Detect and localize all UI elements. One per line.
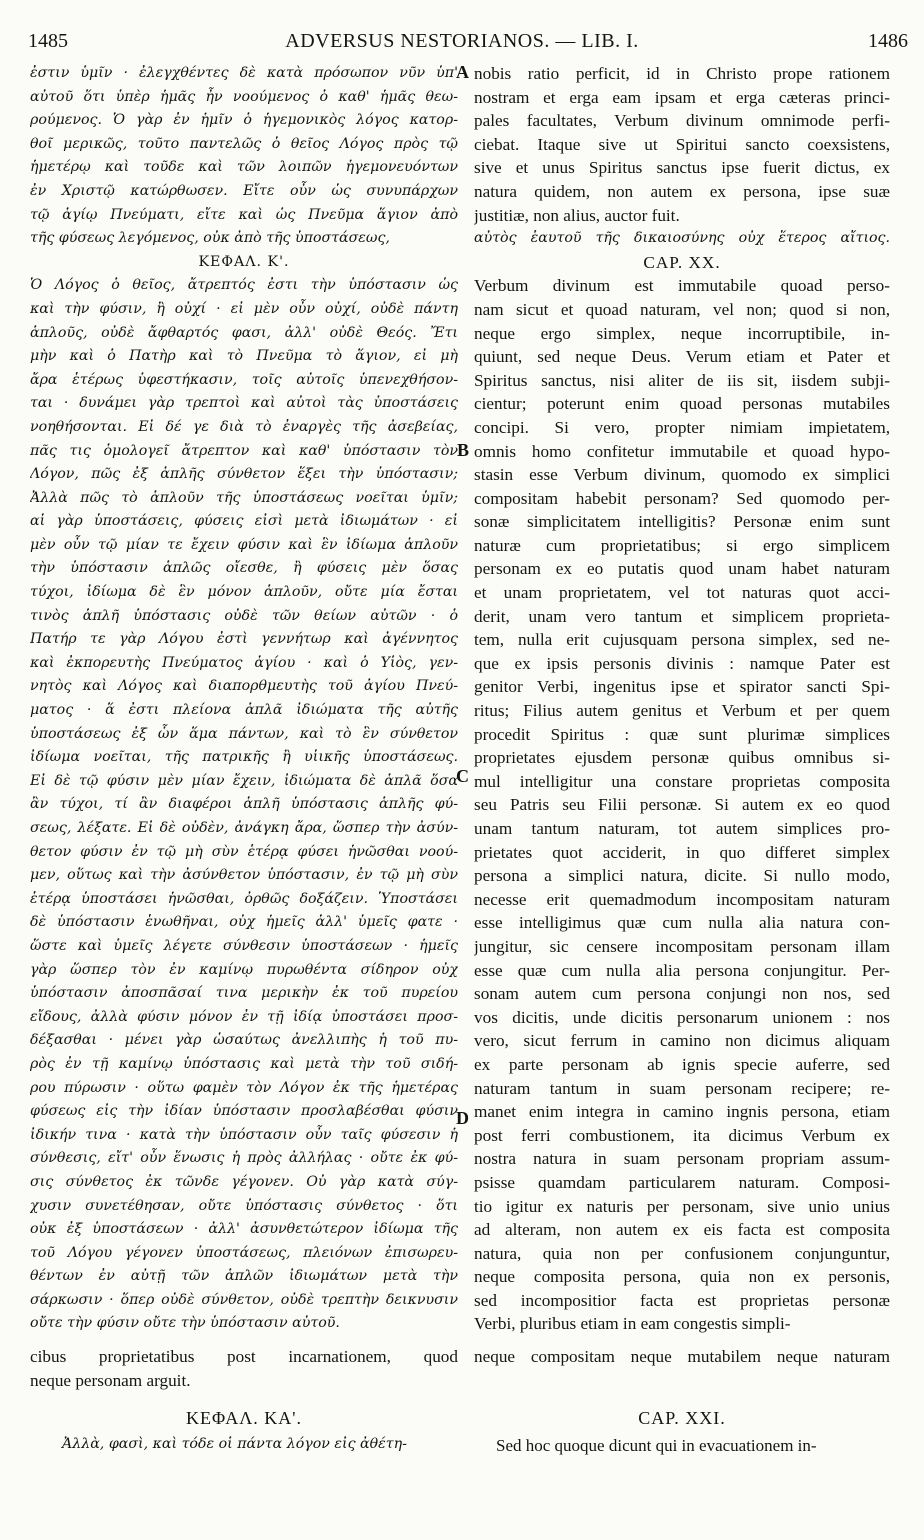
text-line: τὴν ὑπόστασιν ἁπλῶς οἴεσθε, ἢ φύσεις μὲν ὅσας [30,560,458,577]
text-line: necesse erit quemadmodum incompositam naturam [474,889,890,909]
text-line: jungitur, sic censere incompositam personam illam [474,936,890,956]
text-line: Spiritus sanctus, nisi aliter de iis sit, iisdem subji- [474,370,890,390]
text-line: Ὁ Λόγος ὁ θεῖος, ἄτρεπτός ἐστι τὴν ὑπόστασιν ὡς [30,277,458,294]
text-line: nam sicut et quoad naturam, vel non; quod si non, [474,299,890,319]
text-line: θέντων ἐν αὐτῇ τῶν ἁπλῶν ἰδιωμάτων μετὰ τὴν [30,1268,458,1285]
text-line: sonam autem cum persona conjungi non nos, sed [474,984,890,1004]
running-title: ADVERSUS NESTORIANOS. — LIB. I. [285,30,639,52]
text-line: et unam proprietatem, vel tot naturas quot acci- [474,583,890,603]
text-line: neque composita persona, quia non ex personis, [474,1267,890,1287]
text-line: δέξασθαι · μένει γὰρ ὡσαύτως ἀνελλιπὴς ἡ τοῦ πυ- [30,1032,458,1049]
text-line: Ἀλλὰ πῶς τὸ ἁπλοῦν τῆς ὑποστάσεως νοεῖται ὑμῖν; [30,489,458,506]
text-line: οὔτε τὴν φύσιν οὔτε τὴν ὑπόστασιν αὐτοῦ. [30,1315,340,1332]
text-line: esse quæ cum nulla alia persona conjungitur. Per- [474,960,890,980]
text-line: τύχοι, ἰδίωμα δὲ ἓν μόνον ἁπλοῦν, οὔτε μία ἔσται [30,584,458,601]
text-line: proprietates ejusdem personæ quibus omnibus si- [474,748,890,768]
text-line: πᾶς τις ὁμολογεῖ ἄτρεπτον καὶ καθ' ὑπόστασιν τὸν [30,442,458,459]
text-line: psisse quamdam particularem naturam. Composi- [474,1172,890,1192]
text-line: γὰρ ὥσπερ τὸν ἐν καμίνῳ πυρωθέντα σίδηρον οὐχ [30,961,458,978]
text-line: φύσεως εἰς τὴν ἰδίαν ὑπόστασιν προσλαβέσθαι φύσιν [30,1103,458,1120]
text-line: neque ergo simplex, neque incorruptibile, in- [474,323,890,343]
text-line: ρούμενος. Ὁ γὰρ ἐν ἡμῖν ὁ ἡγεμονικὸς λόγος κατορ- [30,112,458,129]
text-line: prietates quot acciderit, in quo differet simplex [474,842,890,862]
text-line: ματος · ἅ ἐστι πλείονα ἁπλᾶ ἰδιώματα τῆς αὐτῆς [30,702,458,719]
text-line: genitor Verbi, ingenitus ipse et spirator sancti Spi- [474,677,890,697]
latin-intro [474,62,890,227]
text-line: θοῖ μερικῶς, τοῦτο παντελῶς ὁ θεῖος Λόγος πρὸς τῷ [30,135,458,152]
text-line: ἰδίωμα νοεῖται, τῆς πατρικῆς ἢ υἱικῆς ὑποστάσεως. [30,749,458,766]
text-line: seu Patris seu Filii personæ. Si autem ex eo quod [474,795,890,815]
text-line: cibus proprietatibus post incarnationem, quod [30,1347,458,1366]
text-line: σύνθεσις, εἴτ' οὖν ἕνωσις ἡ πρὸς ἀλλήλας · οὔτε ἐκ φύ- [30,1150,458,1167]
text-line: tio igitur ex naturis per personam, sive unio unius [474,1196,890,1216]
text-line: sive et unus Spiritus sanctus ipse fuerit dictus, ex [474,158,890,178]
text-line: ὥστε καὶ ὑμεῖς λέγετε σύνθεσιν ὑποστάσεων · ἡμεῖς [30,937,458,954]
text-line: αἱ γὰρ ὑποστάσεις, φύσεις εἰσὶ μετὰ ἰδιωμάτων · εἰ [30,513,458,530]
text-line: natura, quia non per confusionem conjunguntur, [474,1243,890,1263]
text-line: sonæ simplicitatem intelligitis? Personæ enim sunt [474,512,890,532]
text-line: θετον φύσιν ἐν τῷ μὴ σὺν ἑτέρᾳ φύσει ἡνῶσθαι νοού- [30,843,458,860]
latin-next-heading: CAP. XXI. [638,1408,726,1428]
page-number-right: 1486 [868,30,908,52]
text-line: Verbi, pluribus etiam in eam congestis simpli- [474,1314,791,1334]
text-line: εἴδους, ἀλλὰ φύσιν μόνον ἐν τῇ ἰδίᾳ ὑποστάσει προσ- [30,1008,458,1025]
text-line: ἐν Χριστῷ κατώρθωσεν. Εἴτε οὖν ὡς συνυπάρχων [30,182,458,199]
text-line: persona a simplici natura, dicite. Si nullo modo, [474,866,890,886]
text-line: ciebat. Itaque sive ut Spiritui sancto coexsistens, [474,134,890,154]
greek-intro [30,62,458,251]
text-line: stasin esse Verbum divinum, quomodo ex simplici [474,465,890,485]
text-line: ἁπλοῦς, οὐδὲ ἄφθαρτός φασι, ἀλλ' οὐδὲ Θεός. Ἔτι [30,324,458,341]
text-line: ex parte personam ab ignis specie auferre, sed [474,1054,890,1074]
text-line: χυσιν συνετέθησαν, οὔτε ὑπόστασις σύνθετος · ὅτι [30,1197,458,1214]
text-line: οὐκ ἐξ ὑποστάσεων · ἀλλ' ἀσυνθετώτερον ἰδίωμα τῆς [30,1221,458,1238]
text-line: ἡμετέρῳ καὶ τοῦδε καὶ τῶν λοιπῶν ἡγεμονευόντων [30,159,458,176]
margin-marker-b: B [457,440,470,460]
text-line: post ferri combustionem, ita dicimus Verbum ex [474,1125,890,1145]
text-line: nostra natura in suam personam propriam assum- [474,1149,890,1169]
text-line: ται · δυνάμει γὰρ τρεπτοὶ καὶ αὐτοὶ τὰς ὑποστάσεις [30,395,458,412]
text-line: procedit Spiritus : quæ sunt plurimæ simplices [474,724,890,744]
text-line: ἄρα ἑτέρως ὑφεστήκασιν, τοῖς αὐτοῖς ὑπενεχθήσον- [30,371,458,388]
text-line: mul intelligitur una constare proprietas composita [474,771,890,791]
margin-marker-a: A [456,62,469,82]
text-line: ritus; Filius autem genitus et Verbum et per quem [474,701,890,721]
text-line: σάρκωσιν · ὅπερ οὐδὲ σύνθετον, οὐδὲ τρεπτὴν δεικνυσιν [30,1291,458,1308]
text-line: derit, unam vero tantum et simplicem proprieta- [474,606,890,626]
text-line: nostram et erga eam ipsam et erga cæteras princi- [474,87,890,107]
text-line: μὴν καὶ ὁ Πατὴρ καὶ τὸ Πνεῦμα τὸ ἅγιον, εἰ μὴ [30,348,458,365]
text-line: compositam habebit personam? Sed quomodo per- [474,488,890,508]
text-line: ρὸς ἐν τῇ καμίνῳ ὑπόστασις καὶ μετὰ τὴν τοῦ σιδή- [30,1055,458,1072]
text-line: ὑποστάσεως ἐξ ὧν ἅμα πάντων, καὶ τὸ ἓν σύνθετον [30,725,458,742]
text-line: quiunt, sed neque Deus. Verum etiam et Pater et [474,347,890,367]
latin-continuation-right: neque compositam neque mutabilem neque naturam [474,1347,890,1366]
greek-next-text: Ἀλλὰ, φασὶ, καὶ τόδε οἱ πάντα λόγον εἰς ἀθέτη- [62,1436,407,1452]
text-line: Πατήρ τε γὰρ Λόγου ἐστὶ γεννήτωρ καὶ ἀγέννητος [30,631,458,648]
text-line: αὐτοῦ ὅτι ὑπὲρ ἡμᾶς ἦν νοούμενος ὁ καθ' ἡμᾶς θεω- [30,88,458,105]
text-line: cientur; poterunt enim quoad personas mutabiles [474,394,890,414]
text-line: μὲν οὖν τῷ μίαν τε ἔχειν φύσιν καὶ ἓν ἰδίωμα ἁπλοῦν [30,536,458,553]
latin-column [474,62,890,1336]
text-line: ἂν τύχοι, τί ἂν διαφέροι ἁπλῆ ὑπόστασις ἁπλῆς φύ- [30,796,458,813]
text-line: μεν, οὕτως καὶ τὴν ἀσύνθετον ὑπόστασιν, ἐν τῷ μὴ σὺν [30,867,458,884]
page-number-left: 1485 [28,30,68,52]
text-line: natura quidem, non autem ex persona, ipse suæ [474,181,890,201]
text-line: ρου πύρωσιν · οὕτω φαμὲν τὸν Λόγον ἐκ τῆς ἡμετέρας [30,1079,458,1096]
greek-continuation-line: αὐτὸς ἑαυτοῦ τῆς δικαιοσύνης οὐχ ἕτερος αἴτιος. [474,230,890,247]
text-line: manet enim integra in camino ingnis persona, etiam [474,1102,890,1122]
text-line: τοῦ Λόγου γέγονεν ὑποστάσεως, πλειόνων ἐπισωρευ- [30,1244,458,1261]
text-line: Εἰ δὲ τῷ φύσιν μὲν μίαν ἔχειν, ἰδιώματα δὲ ἁπλᾶ ὅσα [30,772,458,789]
latin-continuation-left [30,1345,458,1392]
latin-next-text: Sed hoc quoque dicunt qui in evacuationem in- [496,1436,817,1455]
text-line: que ex ipsis personis divinis : namque Pater est [474,653,890,673]
text-line: Λόγον, πῶς ἐξ ἁπλῆς σύνθετον ἕξει τὴν ὑπόστασιν; [30,466,458,483]
text-line: νοηθήσονται. Εἰ δέ γε διὰ τὸ ἐναργὲς τῆς ἀσεβείας, [30,418,458,435]
text-line: σεως, λέξατε. Εἰ δὲ οὐδὲν, ἀνάγκη ἄρα, ὥσπερ τὴν ἀσύν- [30,820,458,836]
greek-chapter-body [30,274,458,1336]
text-line: naturæ cum proprietatibus; si ergo simplicem [474,535,890,555]
text-line: ἑτέρᾳ ὑποστάσει ἡνῶσθαι, ὀρθῶς δοξάζειν. Ὑποστάσει [30,890,458,907]
text-line: δὲ ὑπόστασιν ἑνωθῆναι, οὐχ ἡμεῖς ἀλλ' ὑμεῖς φατε · [30,914,458,931]
text-line: νητὸς καὶ Λόγος καὶ διαπορθμευτὴς τοῦ ἁγίου Πνεύ- [30,678,458,695]
text-line: personam ex eo putatis quod unam habet naturam [474,559,890,579]
text-line: καὶ ἐκπορευτὴς Πνεύματος ἁγίου · καὶ ὁ Υἱὸς, γεν- [30,654,458,671]
text-line: τῷ ἁγίῳ Πνεύματι, εἴτε καὶ ὡς Πνεῦμα ἅγιον ἀπὸ [30,206,458,223]
running-header [0,30,924,60]
text-line: ἐστιν ὑμῖν · ἐλεγχθέντες δὲ κατὰ πρόσωπον νῦν ὑπ' [30,65,458,81]
margin-marker-d: D [456,1108,469,1128]
text-line: naturam tantum in suam personam recipere; re- [474,1078,890,1098]
text-line: tem, nulla erit cujusquam persona simplex, sed ne- [474,630,890,650]
latin-chapter-heading: CAP. XX. [643,252,721,272]
text-line: sed incompositior facta est proprietas personæ [474,1290,890,1310]
text-line: unam tantum naturam, tot autem simplices pro- [474,819,890,838]
text-line: vero, sicut ferrum in camino non dicimus aliquam [474,1031,890,1051]
greek-next-heading: ΚΕΦΑΛ. ΚΑ'. [185,1408,303,1428]
margin-marker-c: C [456,766,469,786]
text-line: ὑπόστασιν ἀποσπᾶσαί τινα μερικὴν ἐκ τοῦ πυρείου [30,985,458,1002]
latin-chapter-body [474,274,890,1336]
greek-chapter-heading: ΚΕΦΑΛ. Κ'. [198,253,290,270]
text-line: καὶ τὴν φύσιν, ἢ οὐχί · εἰ μὲν οὖν οὐχί, οὐδὲ πάντη [30,300,458,317]
text-line: σις σύνθετος ἐκ τῶνδε γέγονεν. Οὐ γὰρ κατὰ σύγ- [30,1173,458,1190]
text-line: τῆς φύσεως λεγόμενος, οὐκ ἀπὸ τῆς ὑποστάσεως, [30,230,390,247]
text-line: Verbum divinum est immutabile quoad perso- [474,276,890,296]
text-line: pales facultates, Verbum divinum omnimode perfi- [474,111,890,131]
text-line: omnis homo confitetur immutabile et quoad hypo- [474,441,890,461]
text-line: ἰδικήν τινα · κατὰ τὴν ὑπόστασιν οὖν ταῖς φύσεσιν ἡ [30,1126,458,1143]
text-line: nobis ratio perficit, id in Christo prope rationem [474,64,890,83]
text-line: neque personam arguit. [30,1370,191,1390]
text-line: concipi. Si vero, propter nimiam impietatem, [474,417,890,437]
text-line: justitiæ, non alius, auctor fuit. [474,205,680,225]
greek-column [30,62,458,1336]
text-line: esse intelligimus quæ cum nulla alia natura con- [474,913,890,933]
text-line: ad alteram, non autem ex eis facta est composita [474,1220,890,1240]
text-line: τινὸς ἁπλῆ ὑπόστασις οὐδὲ τῶν θείων αὐτῶν · ὁ [30,607,458,624]
text-line: vos dicitis, unde dicitis personarum unionem : nos [474,1007,890,1027]
